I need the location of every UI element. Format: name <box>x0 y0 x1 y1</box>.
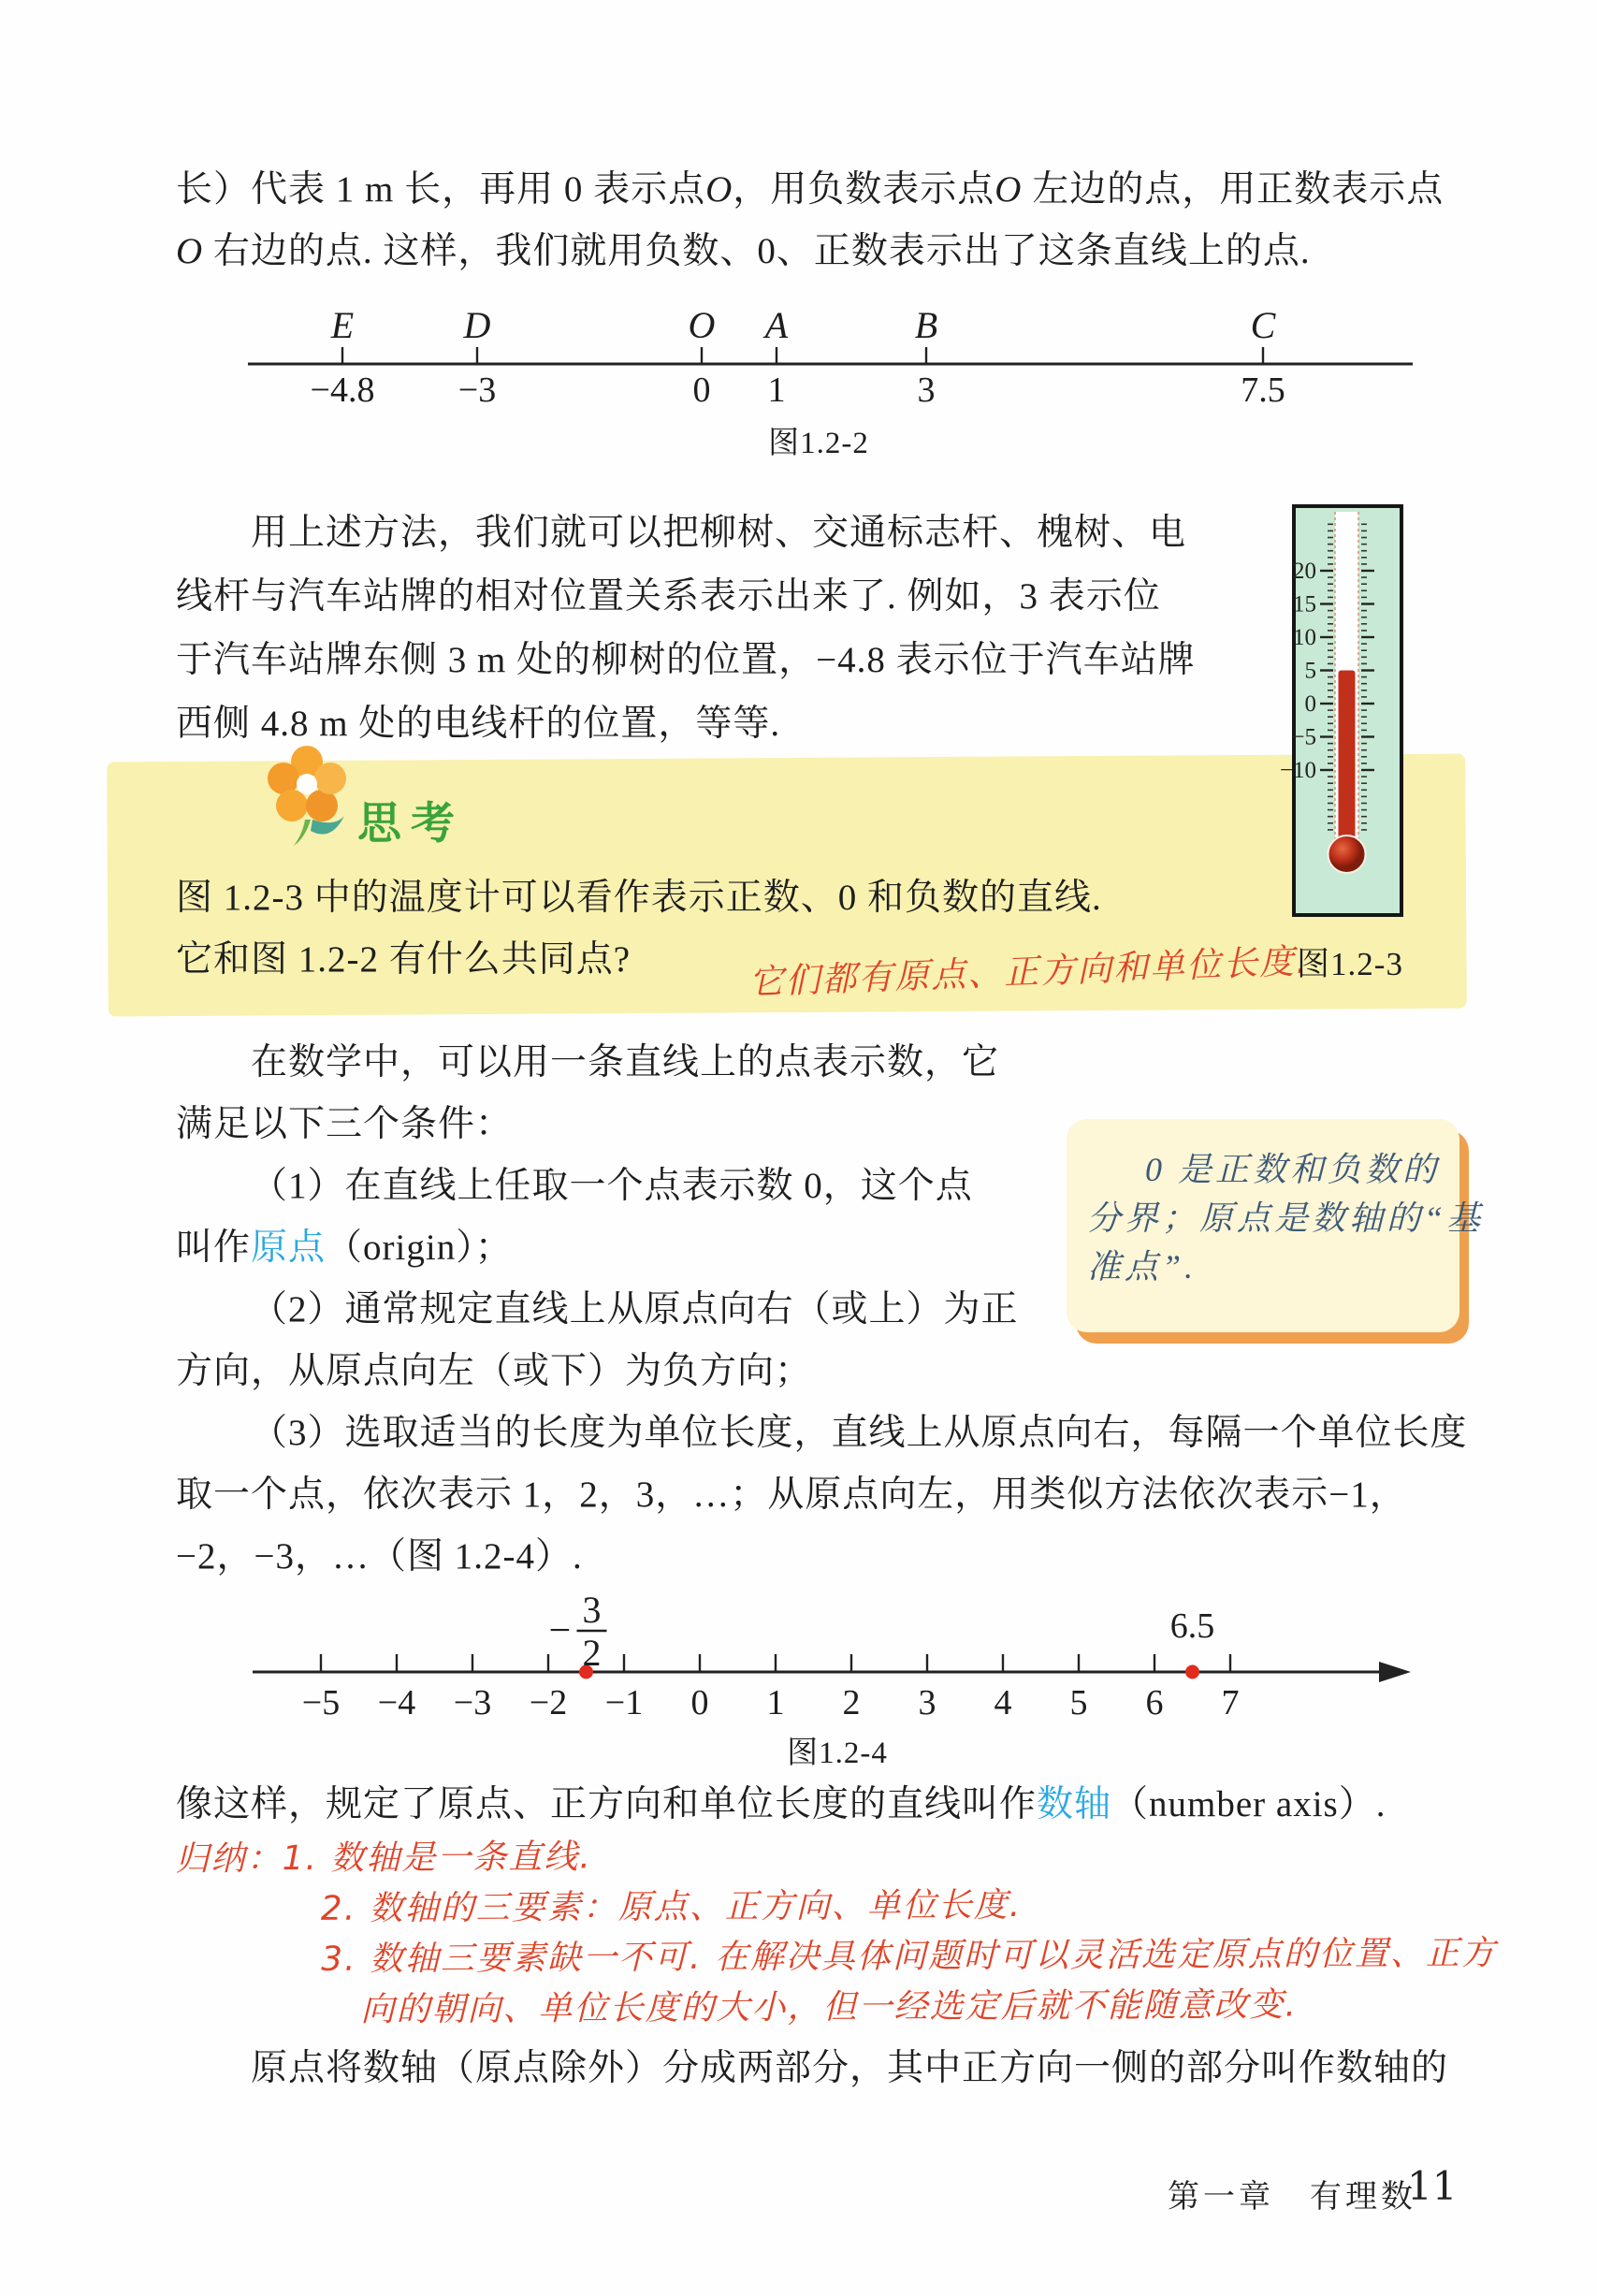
body-text-line <box>176 565 1196 629</box>
text-segment: 长）代表 1 m 长，再用 0 表示点 <box>176 169 706 210</box>
text-segment: ，用负数表示点 <box>733 169 995 210</box>
svg-text:O: O <box>688 304 716 346</box>
svg-text:B: B <box>914 304 938 346</box>
summary-line-1: 归纳：1. 数轴是一条直线. <box>175 1838 592 1879</box>
text-segment: 西侧 4.8 m 处的电线杆的位置，等等. <box>176 704 781 744</box>
svg-text:−10: −10 <box>1279 758 1316 783</box>
svg-text:3: 3 <box>918 1683 936 1722</box>
text-segment: （number axis）. <box>1111 1784 1386 1824</box>
svg-text:4: 4 <box>994 1683 1012 1722</box>
figure-1-2-2-numberline <box>131 304 1478 426</box>
text-segment: −2，−3，…（图 1.2-4）. <box>176 1536 583 1577</box>
paragraph-intro <box>176 159 1444 283</box>
body-text-line <box>176 1402 1468 1464</box>
summary-line-4: 向的朝向、单位长度的大小，但一经选定后就不能随意改变. <box>360 1985 1298 2029</box>
svg-text:6.5: 6.5 <box>1169 1606 1215 1646</box>
svg-text:−2: −2 <box>529 1683 568 1722</box>
text-segment: 满足以下三个条件： <box>176 1104 514 1144</box>
text-segment: 在数学中，可以用一条直线上的点表示数，它 <box>251 1042 1000 1083</box>
footer-chapter-title: 第一章 有理数 <box>1168 2180 1416 2215</box>
body-text-line <box>176 221 1444 283</box>
svg-text:E: E <box>330 304 355 346</box>
final-line: 原点将数轴（原点除外）分成两部分，其中正方向一侧的部分叫作数轴的 <box>251 2048 1449 2088</box>
svg-text:−4.8: −4.8 <box>310 371 375 410</box>
svg-text:1: 1 <box>766 1683 785 1722</box>
think-question-line1 <box>176 868 1102 921</box>
summary-line-3: 3. 数轴三要素缺一不可. 在解决具体问题时可以灵活选定原点的位置、正方 <box>321 1934 1497 1979</box>
svg-text:10: 10 <box>1293 625 1316 650</box>
svg-text:D: D <box>463 304 491 346</box>
page-number: 11 <box>1407 2163 1458 2209</box>
svg-text:15: 15 <box>1293 591 1316 618</box>
svg-text:5: 5 <box>1069 1683 1088 1722</box>
svg-text:20: 20 <box>1293 559 1316 584</box>
key-term: 原点 <box>251 1228 327 1268</box>
text-segment: 右边的点. 这样，我们就用负数、0、正数表示出了这条直线上的点. <box>203 231 1311 271</box>
svg-text:A: A <box>764 304 789 346</box>
paragraph-origin-splits <box>176 2038 1448 2100</box>
figure-1-2-4-caption: 图1.2-4 <box>787 1737 888 1770</box>
svg-text:5: 5 <box>1304 658 1316 684</box>
text-segment: （1）在直线上任取一个点表示数 0，这个点 <box>251 1166 973 1206</box>
svg-text:6: 6 <box>1145 1683 1164 1722</box>
svg-text:0: 0 <box>692 371 711 410</box>
text-segment: 左边的点，用正数表示点 <box>1022 169 1445 210</box>
text-segment: 图 1.2-3 中的温度计可以看作表示正数、0 和负数的直线. <box>176 878 1102 918</box>
figure-1-2-3-thermometer <box>1272 501 1553 996</box>
think-section-title: 思考 <box>357 798 464 850</box>
number-axis-definition <box>176 1774 1386 1836</box>
text-segment: （origin）； <box>326 1228 513 1268</box>
svg-text:0: 0 <box>690 1683 709 1722</box>
svg-text:−4: −4 <box>377 1683 416 1722</box>
svg-text:7: 7 <box>1221 1683 1240 1722</box>
text-segment: 像这样，规定了原点、正方向和单位长度的直线叫作 <box>176 1784 1038 1824</box>
svg-text:2: 2 <box>842 1683 861 1722</box>
body-text-line <box>176 1464 1468 1526</box>
text-segment: O <box>176 231 204 271</box>
text-segment: 线杆与汽车站牌的相对位置关系表示出来了. 例如，3 表示位 <box>176 576 1161 617</box>
body-text-line <box>176 1032 1468 1094</box>
text-segment: 于汽车站牌东侧 3 m 处的柳树的位置，−4.8 表示位于汽车站牌 <box>176 640 1196 680</box>
note-line: 分界；原点是数轴的“基 <box>1087 1199 1485 1237</box>
text-segment: 用上述方法，我们就可以把柳树、交通标志杆、槐树、电 <box>251 513 1187 553</box>
svg-text:−1: −1 <box>604 1683 644 1722</box>
svg-text:−5: −5 <box>1291 724 1316 750</box>
figure-1-2-3-caption: 图1.2-3 <box>1297 946 1403 982</box>
summary-line-2: 2. 数轴的三要素：原点、正方向、单位长度. <box>320 1885 1023 1928</box>
figure-1-2-4-numberline <box>131 1581 1506 1731</box>
svg-text:−5: −5 <box>301 1683 341 1722</box>
note-line: 准点”. <box>1087 1248 1198 1286</box>
think-question-line2 <box>176 930 631 982</box>
text-segment: 方向，从原点向左（或下）为负方向； <box>176 1351 813 1391</box>
body-text-line <box>176 501 1196 565</box>
body-text-line <box>176 159 1444 221</box>
svg-text:1: 1 <box>767 371 786 410</box>
text-segment: （3）选取适当的长度为单位长度，直线上从原点向右，每隔一个单位长度 <box>251 1413 1468 1453</box>
text-segment: O <box>994 169 1023 210</box>
svg-text:C: C <box>1250 304 1276 346</box>
svg-text:3: 3 <box>917 371 936 410</box>
handwritten-answer: 它们都有原点、正方向和单位长度. <box>748 940 1310 1003</box>
body-text-line <box>176 1341 1468 1402</box>
text-segment: 它和图 1.2-2 有什么共同点? <box>176 939 632 980</box>
svg-text:3: 3 <box>582 1589 602 1631</box>
figure-1-2-2-caption: 图1.2-2 <box>768 427 869 460</box>
svg-text:7.5: 7.5 <box>1241 371 1285 410</box>
svg-text:−: − <box>548 1609 572 1652</box>
body-text-line <box>176 1526 1468 1588</box>
svg-text:−3: −3 <box>453 1683 492 1722</box>
flower-icon <box>251 741 372 853</box>
svg-text:−3: −3 <box>457 371 497 410</box>
text-segment: O <box>705 169 733 210</box>
text-segment: 取一个点，依次表示 1，2，3，…；从原点向左，用类似方法依次表示−1， <box>176 1475 1407 1515</box>
margin-note-box <box>1067 1119 1485 1332</box>
text-segment: 叫作 <box>176 1228 252 1268</box>
svg-text:0: 0 <box>1304 691 1316 717</box>
paragraph-method <box>176 501 1196 756</box>
body-text-line <box>176 629 1196 692</box>
text-segment: （2）通常规定直线上从原点向右（或上）为正 <box>251 1289 1019 1330</box>
definition-line <box>176 1774 1386 1836</box>
handwritten-summary <box>175 1827 1497 2036</box>
key-term: 数轴 <box>1037 1784 1112 1824</box>
note-line: 0 是正数和负数的 <box>1145 1151 1441 1188</box>
svg-text:2: 2 <box>582 1632 602 1674</box>
